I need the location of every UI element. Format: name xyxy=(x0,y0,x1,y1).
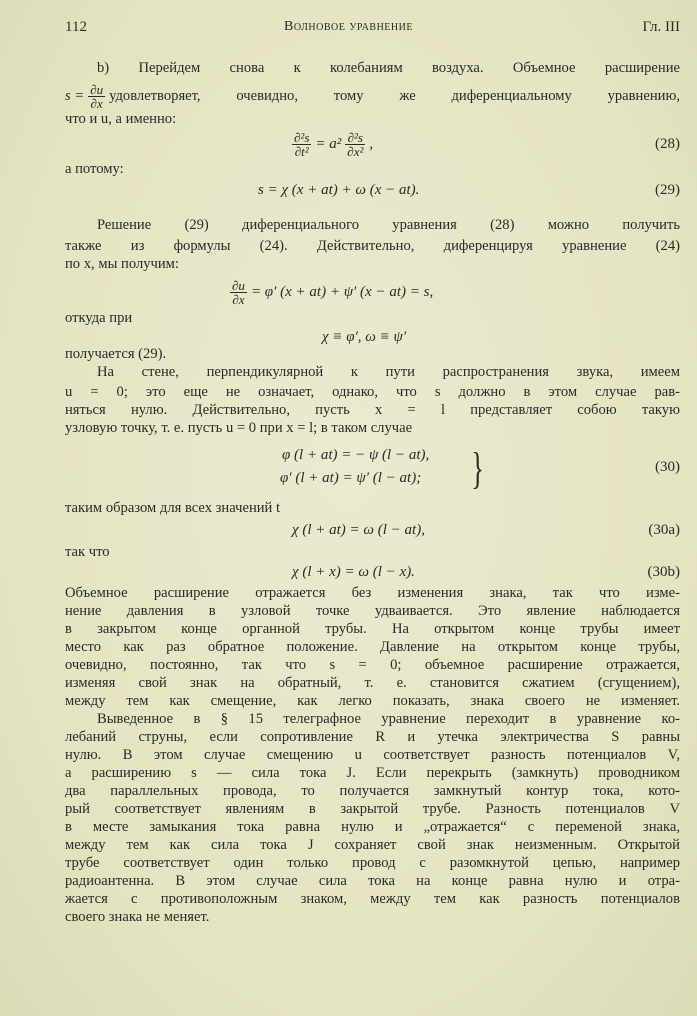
text-line: в месте замыкания тока равна нулю и „отражается“ с переменой знака, xyxy=(65,819,680,835)
text-line: Решение (29) диференциального уравнения (28) можно получить xyxy=(97,217,680,233)
denominator: ∂x² xyxy=(347,143,364,159)
fraction xyxy=(230,279,247,306)
text-line: что и u, а именно: xyxy=(65,111,177,127)
text-line: также из формулы (24). Действительно, диференцируя уравнение (24) xyxy=(65,238,680,254)
text-line: лебаний струны, если сопротивление R и утечка электричества S равны xyxy=(65,729,680,745)
equation-part: , xyxy=(369,136,374,152)
numerator: ∂²s xyxy=(294,129,310,145)
equation-du-dx xyxy=(230,276,433,308)
equation-30a: χ (l + at) = ω (l − at), xyxy=(292,522,425,538)
equation-number: (30) xyxy=(655,459,680,475)
text-fragment: удовлетворяет, очевидно, тому же диференциальному уравнению, xyxy=(109,88,680,104)
text-line: очевидно, постоянно, так что s = 0; объемное расширение отражается, xyxy=(65,657,680,673)
fraction xyxy=(292,131,311,158)
text-line: u = 0; это еще не означает, однако, что s должно в этом случае рав- xyxy=(65,384,680,400)
chapter-label: Гл. III xyxy=(642,19,680,35)
right-brace: } xyxy=(471,444,484,493)
running-title: Волновое уравнение xyxy=(284,19,413,34)
equation-number: (28) xyxy=(655,136,680,152)
equation-number: (30b) xyxy=(647,564,680,580)
equation-part: = φ′ (x + at) + ψ′ (x − at) = s, xyxy=(250,284,434,300)
text-line: радиоантенна. В этом случае сила тока на конце равна нулю и отра- xyxy=(65,873,680,889)
equation-number: (30a) xyxy=(648,522,680,538)
page-number: 112 xyxy=(65,19,87,35)
equation-30-line2: φ′ (l + at) = ψ′ (l − at); xyxy=(280,470,422,486)
text-line: няться нулю. Действительно, пусть x = l представляет собою такую xyxy=(65,402,680,418)
text-line: между тем как смещение, как легко показать, знака своего не изменяет. xyxy=(65,693,680,709)
denominator: ∂t² xyxy=(294,143,309,159)
text-line: нение давления в узловой точке удваивается. Это явление наблюдается xyxy=(65,603,680,619)
text-line: таким образом для всех значений t xyxy=(65,500,281,516)
text-line: между тем как сила тока J сохраняет свой знак неизменным. Открытой xyxy=(65,837,680,853)
text-line: узловую точку, т. е. пусть u = 0 при x = l; в таком случае xyxy=(65,420,413,436)
text-line: в закрытом конце органной трубы. На открытом конце трубы имеет xyxy=(65,621,680,637)
text-line: место как раз обратное положение. Давление на открытом конце трубы, xyxy=(65,639,680,655)
denominator: ∂x xyxy=(232,291,245,307)
fraction xyxy=(345,131,365,158)
equation-part: = a² xyxy=(315,136,342,152)
text-line: а расширению s — сила тока J. Если перекрыть (замкнуть) проводником xyxy=(65,765,680,781)
text-line-with-fraction xyxy=(65,83,680,109)
text-line: по x, мы получим: xyxy=(65,256,179,272)
text-line: Объемное расширение отражается без изменения знака, так что изме- xyxy=(65,585,680,601)
text-line: трубе соответствует один только провод с разомкнутой цепью, например xyxy=(65,855,680,871)
text-line: а потому: xyxy=(65,161,124,177)
text-line: рый соответствует явлениям в закрытой трубе. Разность потенциалов V xyxy=(65,801,680,817)
numerator: ∂u xyxy=(90,81,104,97)
math-s-equals: s = xyxy=(65,88,85,104)
text-line: так что xyxy=(65,544,110,560)
text-line: нулю. В этом случае смещению u соответствует разность потенциалов V, xyxy=(65,747,680,763)
text-line: жается с противоположным знаком, между тем как разность потенциалов xyxy=(65,891,680,907)
equation-number: (29) xyxy=(655,182,680,198)
numerator: ∂²s xyxy=(345,131,365,145)
equation-30b: χ (l + x) = ω (l − x). xyxy=(292,564,415,580)
equation-29: s = χ (x + at) + ω (x − at). xyxy=(258,182,420,198)
text-line: откуда при xyxy=(65,310,133,326)
equation-28 xyxy=(292,128,373,160)
denominator: ∂x xyxy=(90,95,103,111)
text-line: На стене, перпендикулярной к пути распространения звука, имеем xyxy=(97,364,680,380)
text-line: получается (29). xyxy=(65,346,167,362)
equation-30-line1: φ (l + at) = − ψ (l − at), xyxy=(282,447,430,463)
text-line: два параллельных провода, то получается замкнутый контур тока, кото- xyxy=(65,783,680,799)
text-line: b) Перейдем снова к колебаниям воздуха. Объемное расширение xyxy=(97,60,680,76)
text-line: своего знака не меняет. xyxy=(65,909,210,925)
equation-chi: χ ≡ φ′, ω ≡ ψ′ xyxy=(322,329,407,345)
text-line: изменяя свой знак на обратный, т. е. становится сжатием (сгущением), xyxy=(65,675,680,691)
fraction-du-dx xyxy=(88,83,105,110)
numerator: ∂u xyxy=(232,277,245,293)
text-line: Выведенное в § 15 телеграфное уравнение переходит в уравнение ко- xyxy=(97,711,680,727)
